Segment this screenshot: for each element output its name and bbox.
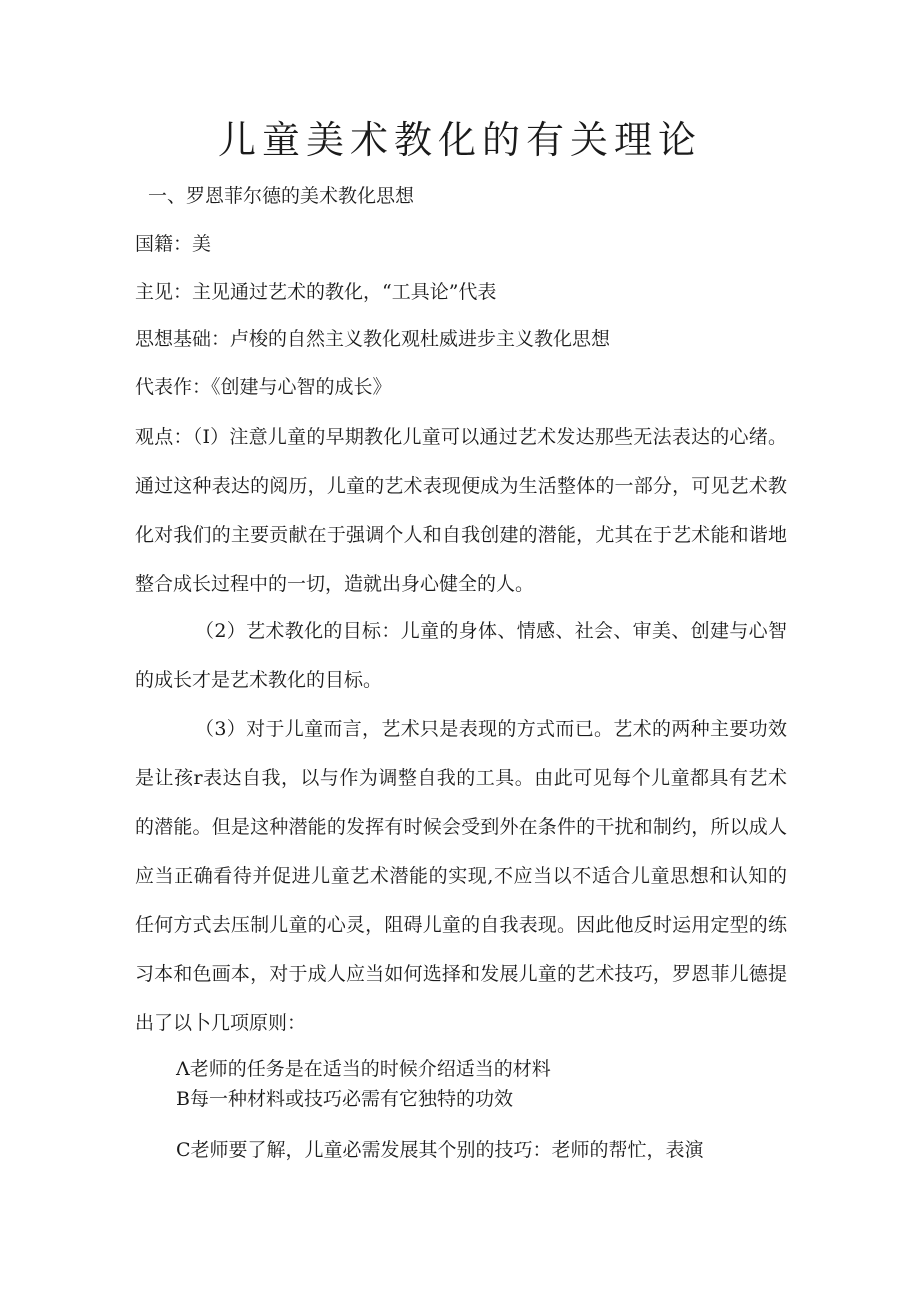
viewpoint-paragraph-3: （3）对于儿童而言，艺术只是表现的方式而已。艺术的两种主要功效是让孩r表达自我，以与作为调整自我的工具。由此可见每个儿童都具有艺术的潜能。但是这种潜能的发挥有时候会受到外在条件的干扰和制约，所以成人应当正确看待并促进儿童艺术潜能的实现,不应当以不适合儿童思想和认知的任何方式去压制儿童的心灵，阻碍儿童的自我表现。因此他反时运用定型的练习本和色画本，对于成人应当如何选择和发展儿童的艺术技巧，罗恩菲儿德提出了以卜几项原则： (135, 718, 787, 1034)
foundation-line: 思想基础：卢梭的自然主义教化观杜威进步主义教化思想 (135, 328, 611, 350)
document-title: 儿童美术教化的有关理论 (217, 118, 702, 162)
viewpoint-paragraph-2: （2）艺术教化的目标：儿童的身体、情感、社会、审美、创建与心智的成长才是艺术教化的目标。 (135, 620, 787, 691)
principle-item-b: B每一种材料或技巧必需有它独特的功效 (176, 1088, 513, 1110)
viewpoint-paragraph-1: 观点：（I）注意儿童的早期教化儿童可以通过艺术发达那些无法表达的心绪。通过这种表达的阅历，儿童的艺术表现便成为生活整体的一部分，可见艺术教化对我们的主要贡献在于强调个人和自我创建的潜能，尤其在于艺术能和谐地整合成长过程中的一切，造就出身心健全的人。 (135, 426, 787, 595)
section-heading: 一、罗恩菲尔德的美术教化思想 (148, 185, 415, 207)
principle-item-c: C老师要了解，儿童必需发展其个别的技巧：老师的帮忙，表演 (176, 1139, 704, 1161)
claim-line: 主见：主见通过艺术的教化，“工具论”代表 (135, 281, 497, 303)
principle-item-a: Λ老师的任务是在适当的时候介绍适当的材料 (176, 1058, 551, 1080)
masterpiece-line: 代表作：《创建与心智的成长》 (135, 376, 392, 398)
nationality-line: 国籍：美 (135, 233, 212, 255)
